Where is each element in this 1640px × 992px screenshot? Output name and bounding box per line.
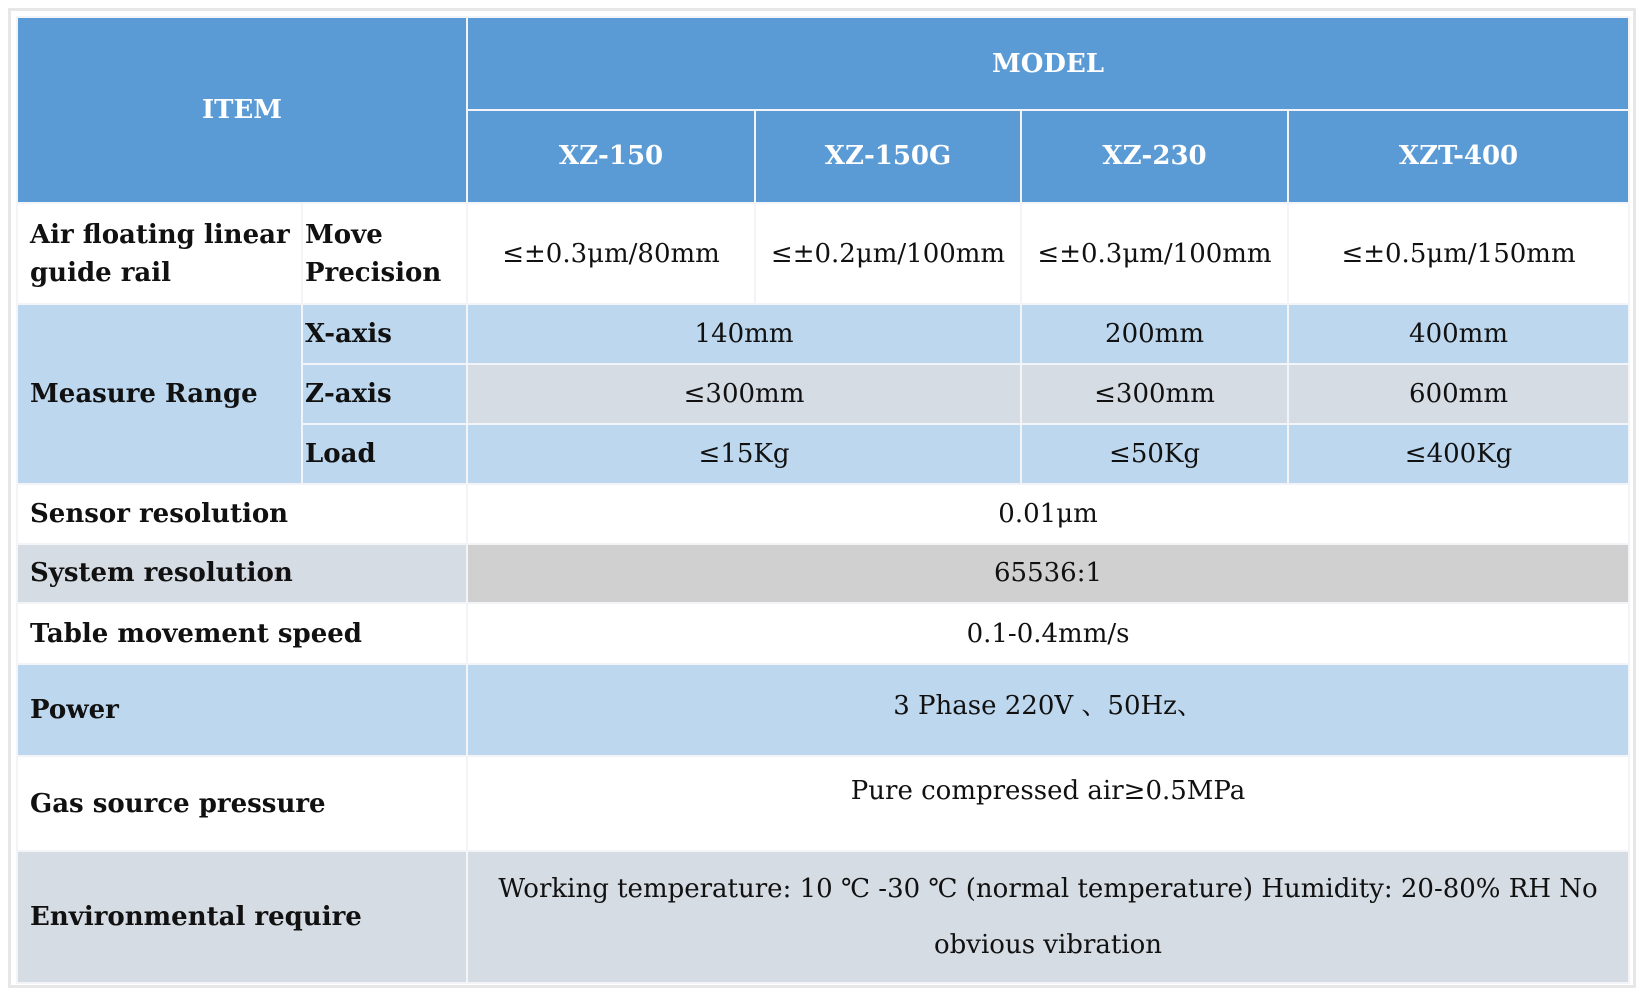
load-xz230: ≤50Kg bbox=[1021, 424, 1288, 484]
row-label-power: Power bbox=[17, 664, 467, 756]
row-label-gas-pressure: Gas source pressure bbox=[17, 756, 467, 850]
load-xzt400: ≤400Kg bbox=[1288, 424, 1629, 484]
table-row bbox=[17, 603, 1629, 664]
row-sublabel-x-axis: X-axis bbox=[302, 304, 467, 364]
table-row bbox=[17, 664, 1629, 756]
z-axis-xz150: ≤300mm bbox=[467, 364, 1021, 424]
load-xz150: ≤15Kg bbox=[467, 424, 1021, 484]
table-row bbox=[17, 756, 1629, 850]
x-axis-xzt400: 400mm bbox=[1288, 304, 1629, 364]
table-row bbox=[17, 484, 1629, 544]
precision-xz230: ≤±0.3μm/100mm bbox=[1021, 203, 1288, 305]
model-header: MODEL bbox=[467, 17, 1629, 110]
row-label-table-speed: Table movement speed bbox=[17, 603, 467, 664]
model-header-xzt400: XZT-400 bbox=[1288, 110, 1629, 202]
environment-value: Working temperature: 10 ℃ -30 ℃ (normal temperature) Humidity: 20-80% RH No obvious vibration bbox=[467, 851, 1629, 983]
table-row bbox=[17, 203, 1629, 305]
power-value: 3 Phase 220V 、50Hz、 bbox=[467, 664, 1629, 756]
precision-xz150: ≤±0.3μm/80mm bbox=[467, 203, 755, 305]
table-row bbox=[17, 851, 1629, 983]
row-label-measure-range: Measure Range bbox=[17, 304, 302, 483]
row-sublabel-z-axis: Z-axis bbox=[302, 364, 467, 424]
row-label-sensor-resolution: Sensor resolution bbox=[17, 484, 467, 544]
x-axis-xz230: 200mm bbox=[1021, 304, 1288, 364]
spec-table bbox=[16, 16, 1630, 984]
sensor-resolution-value: 0.01μm bbox=[467, 484, 1629, 544]
model-header-xz230: XZ-230 bbox=[1021, 110, 1288, 202]
row-sublabel-load: Load bbox=[302, 424, 467, 484]
row-label-environment: Environmental require bbox=[17, 851, 467, 983]
precision-xzt400: ≤±0.5μm/150mm bbox=[1288, 203, 1629, 305]
gas-pressure-value: Pure compressed air≥0.5MPa bbox=[467, 756, 1629, 850]
precision-xz150g: ≤±0.2μm/100mm bbox=[755, 203, 1021, 305]
table-row bbox=[17, 544, 1629, 604]
model-header-xz150g: XZ-150G bbox=[755, 110, 1021, 202]
model-header-xz150: XZ-150 bbox=[467, 110, 755, 202]
row-sublabel-move-precision: Move Precision bbox=[302, 203, 467, 305]
row-label-air-rail: Air floating linear guide rail bbox=[17, 203, 302, 305]
row-label-system-resolution: System resolution bbox=[17, 544, 467, 604]
z-axis-xz230: ≤300mm bbox=[1021, 364, 1288, 424]
header-row-1 bbox=[17, 17, 1629, 110]
x-axis-xz150: 140mm bbox=[467, 304, 1021, 364]
table-speed-value: 0.1-0.4mm/s bbox=[467, 603, 1629, 664]
system-resolution-value: 65536:1 bbox=[467, 544, 1629, 604]
z-axis-xzt400: 600mm bbox=[1288, 364, 1629, 424]
item-header: ITEM bbox=[17, 17, 467, 203]
table-row bbox=[17, 304, 1629, 364]
